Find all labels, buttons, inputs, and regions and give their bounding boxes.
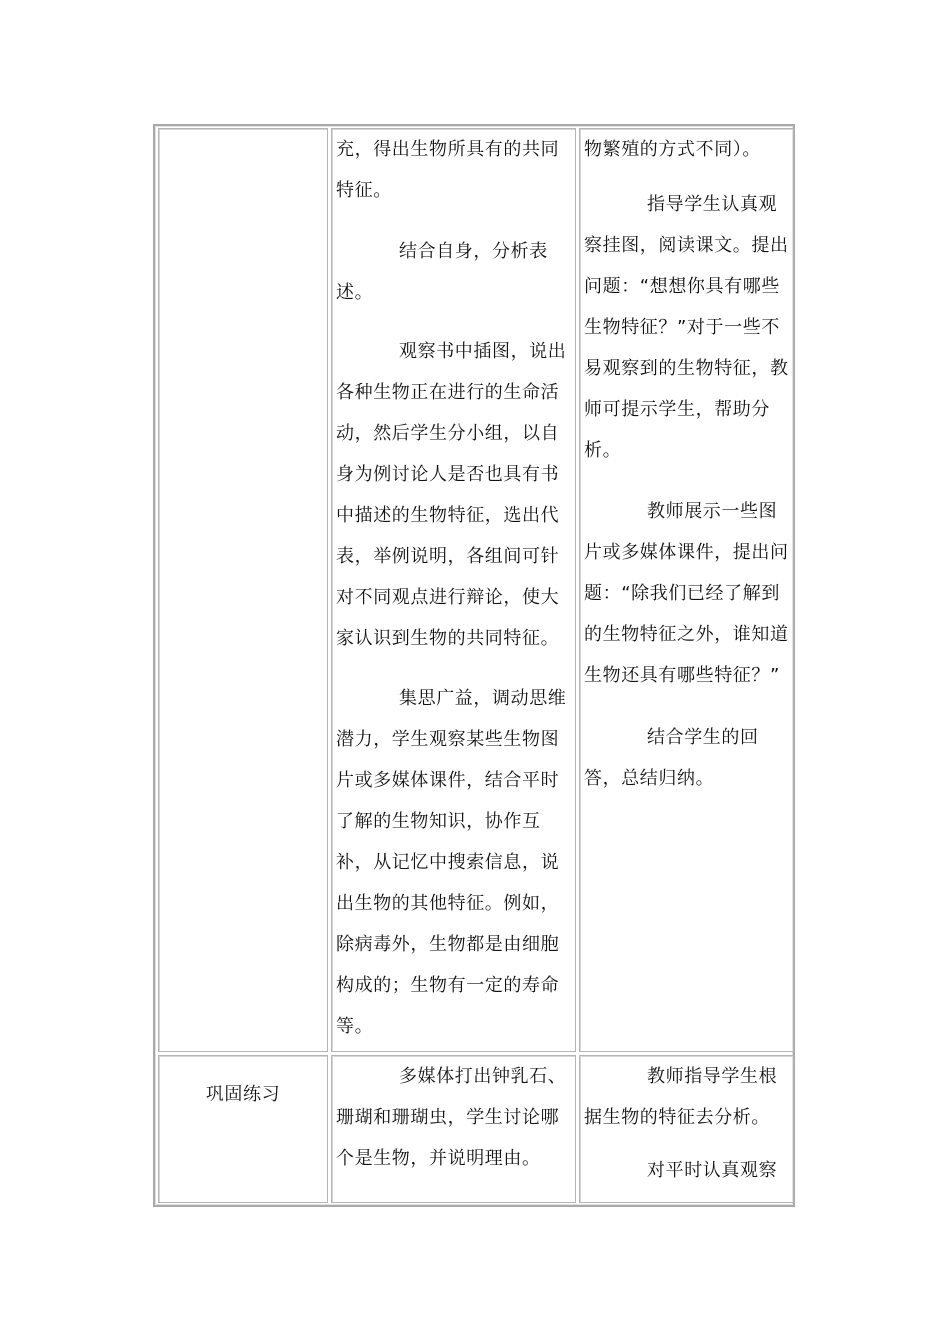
paragraph: 结合学生的回答，总结归纳。 [584, 727, 759, 789]
paragraph: 充，得出生物所具有的共同特征。 [336, 139, 560, 201]
table-cell-student-activity [331, 128, 576, 1052]
paragraph: 结合自身，分析表述。 [336, 241, 548, 303]
lesson-plan-table [153, 124, 795, 1207]
paragraph: 对平时认真观察 [647, 1160, 778, 1181]
table-row [158, 128, 790, 1052]
paragraph: 教师展示一些图片或多媒体课件，提出问题：“除我们已经了解到的生物特征之外，谁知道生物还具有哪些特征？” [584, 501, 789, 686]
table-cell-stage [158, 1055, 328, 1203]
table-cell-teacher-activity [579, 128, 794, 1052]
table-cell-teacher-activity [579, 1055, 794, 1203]
paragraph: 多媒体打出钟乳石、珊瑚和珊瑚虫，学生讨论哪个是生物，并说明理由。 [336, 1066, 567, 1169]
paragraph: 教师指导学生根据生物的特征去分析。 [584, 1066, 778, 1128]
table-cell-stage [158, 128, 328, 1052]
paragraph: 物繁殖的方式不同）。 [584, 139, 761, 160]
stage-label: 巩固练习 [205, 1084, 281, 1105]
table-cell-student-activity [331, 1055, 576, 1203]
paragraph: 集思广益，调动思维潜力，学生观察某些生物图片或多媒体课件，结合平时了解的生物知识，协作互补，从记忆中搜索信息，说出生物的其他特征。例如，除病毒外，生物都是由细胞构成的；生物有一定的寿命等。 [336, 688, 567, 1037]
paragraph: 指导学生认真观察挂图，阅读课文。提出问题：“想想你具有哪些生物特征？”对于一些不易观察到的生物特征，教师可提示学生，帮助分析。 [584, 194, 789, 461]
paragraph: 观察书中插图，说出各种生物正在进行的生命活动，然后学生分小组，以自身为例讨论人是否也具有书中描述的生物特征，选出代表，举例说明，各组间可针对不同观点进行辩论，使大家认识到生物的共同特征。 [336, 341, 567, 649]
table-row [158, 1055, 790, 1203]
